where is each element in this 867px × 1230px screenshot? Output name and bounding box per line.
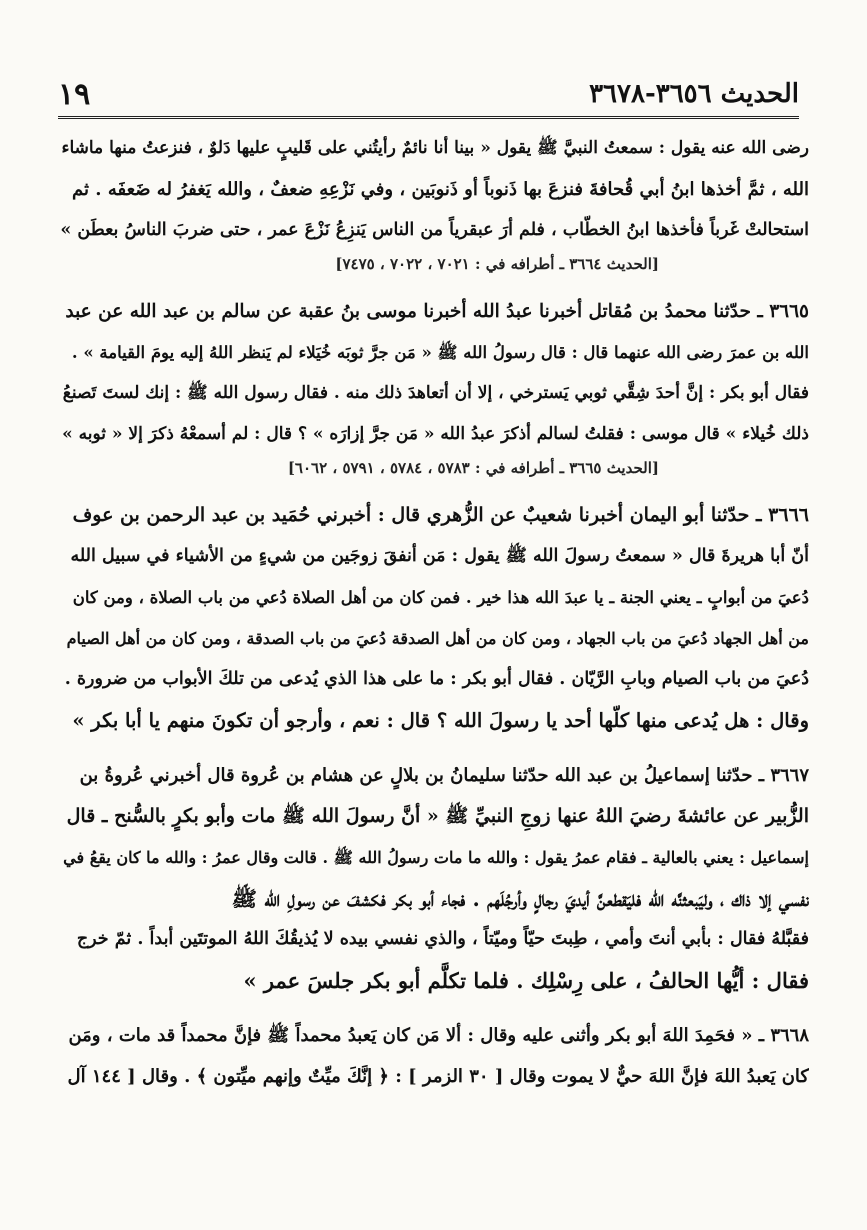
- hadith-3666: [60, 495, 809, 741]
- text-line: دُعيَ من باب الصيام وبابِ الرَّيّان . فقال أبو بكر : ما على هذا الذي يُدعى من تلكَ الأبواب من ضرورة .: [64, 669, 809, 689]
- text-line: ٣٦٦٨ ـ « فحَمِدَ اللهَ أبو بكر وأثنى عليه وقال : ألا مَن كان يَعبدُ محمداً ﷺ فإنَّ محمداً قد مات ، ومَن: [68, 1025, 809, 1046]
- text-line: رضى الله عنه يقول : سمعتُ النبيَّ ﷺ يقول « بينا أنا نائمٌ رأيتُني على قَليبٍ عليها دَلوٌ ، فنزعتُ منها ماشاء: [61, 138, 809, 158]
- hadith-3664-end: [60, 128, 809, 277]
- text-line: إسماعيل : يعني بالعالية ـ فقام عمرُ يقول : والله ما مات رسولُ الله ﷺ . قالت وقال عمرُ : والله ما كان يقعُ في: [63, 848, 809, 867]
- cross-reference: [الحديث ٣٦٦٥ ـ أطرافه في : ٥٧٨٣ ، ٥٧٨٤ ، ٥٧٩١ ، ٦٠٦٢]: [287, 459, 659, 477]
- text-line: الله ، ثمَّ أخذها ابنُ أبي قُحافةَ فنزعَ بها ذَنوباً أو ذَنوبَين ، وفي نَزْعِهِ ضعفٌ ، والله يَغفرُ له ضَعفَه . ثم: [72, 179, 809, 200]
- text-line: فقال أبو بكر : إنَّ أحدَ شِقَّي ثوبي يَسترخي ، إلا أن أتعاهدَ ذلك منه . فقال رسول الله ﷺ : إنك لستَ تَصنعُ: [62, 383, 809, 403]
- hadith-3667: [60, 755, 809, 1001]
- text-line: كان يَعبدُ اللهَ فإنَّ اللهَ حيٌّ لا يموت وقال [ ٣٠ الزمر ] : ﴿ إنَّكَ ميِّتٌ وإنهم ميِّتون ﴾ . وقال [ ١٤٤ آل: [67, 1066, 809, 1087]
- text-line: وقال : هل يُدعى منها كلّها أحد يا رسولَ الله ؟ قال : نعم ، وأرجو أن تكونَ منهم يا أبا بكر »: [72, 709, 809, 732]
- text-line: فقبَّلهُ فقال : بأبي أنتَ وأمي ، طِبتَ حيّاً وميّتاً ، والذي نفسي بيده لا يُذيقُكَ اللهُ الموتتَين أبداً . ثمّ خرج: [76, 929, 809, 949]
- text-line: من أهل الجهاد دُعيَ من باب الجهاد ، ومن كان من أهل الصدقة دُعيَ من باب الصدقة ، ومن كان من أهل الصيام: [66, 629, 809, 648]
- text-line: ٣٦٦٦ ـ حدّثنا أبو اليمان أخبرنا شعيبٌ عن الزُّهري قال : أخبرني حُمَيد بن عبد الرحمن بن عوف: [72, 504, 809, 526]
- text-line: فقال : أيُّها الحالفُ ، على رِسْلِك . فلما تكلَّم أبو بكر جلسَ عمر »: [243, 968, 809, 993]
- page-body: [60, 128, 809, 1097]
- text-line: أنّ أبا هريرةَ قال « سمعتُ رسولَ الله ﷺ يقول : مَن أنفقَ زوجَين من شيءٍ من الأشياء في سبيل الله: [70, 546, 809, 566]
- text-line: ٣٦٦٧ ـ حدّثنا إسماعيلُ بن عبد الله حدّثنا سليمانُ بن بلالٍ عن هشام بن عُروة قال أخبرني عُروةُ بن: [79, 765, 809, 786]
- text-line: الله بن عمرَ رضى الله عنهما قال : قال رسولُ الله ﷺ « مَن جرَّ ثوبَه خُيَلاء لم يَنظر اللهُ إليه يومَ القيامة » .: [71, 343, 809, 362]
- text-line: الزُّبير عن عائشةَ رضيَ اللهُ عنها زوجِ النبيِّ ﷺ « أنَّ رسولَ الله ﷺ مات وأبو بكرٍ بالسُّنح ـ قال: [66, 805, 809, 827]
- hadith-3668: [60, 1015, 809, 1097]
- cross-reference: [الحديث ٣٦٦٤ ـ أطرافه في : ٧٠٢١ ، ٧٠٢٢ ، ٧٤٧٥]: [335, 255, 659, 273]
- hadith-3665: [60, 291, 809, 481]
- text-line: استحالتْ غَرباً فأخذها ابنُ الخطّاب ، فلم أرَ عبقرياً من الناس يَنزِعُ نَزْعَ عمر ، حتى ضربَ الناسُ بعطَن »: [60, 220, 809, 240]
- page-header: [58, 72, 799, 119]
- page-number: ١٩: [58, 76, 91, 112]
- text-line: نفسي إلا ذاك ، وليَبعثنَّه الله فليَقطعنَّ أيديَ رجالٍ وأرجُلَهم . فجاء أبو بكر فكشفَ عن رسولِ الله ﷺ: [231, 886, 809, 911]
- text-line: ذلك خُيلاء » قال موسى : فقلتُ لسالم أذكرَ عبدُ الله « مَن جرَّ إزارَه » ؟ قال : لم أسمعْهُ ذكرَ إلا « ثوبه »: [62, 424, 809, 444]
- text-line: دُعيَ من أبوابٍ ـ يعني الجنة ـ يا عبدَ الله هذا خير . فمن كان من أهل الصلاة دُعي من باب الصلاة ، ومن كان: [72, 588, 809, 607]
- running-title: الحديث ٣٦٥٦-٣٦٧٨: [589, 79, 799, 109]
- text-line: ٣٦٦٥ ـ حدّثنا محمدُ بن مُقاتل أخبرنا عبدُ الله أخبرنا موسى بنُ عقبة عن سالم بن عبد الله عن عبد: [65, 301, 809, 322]
